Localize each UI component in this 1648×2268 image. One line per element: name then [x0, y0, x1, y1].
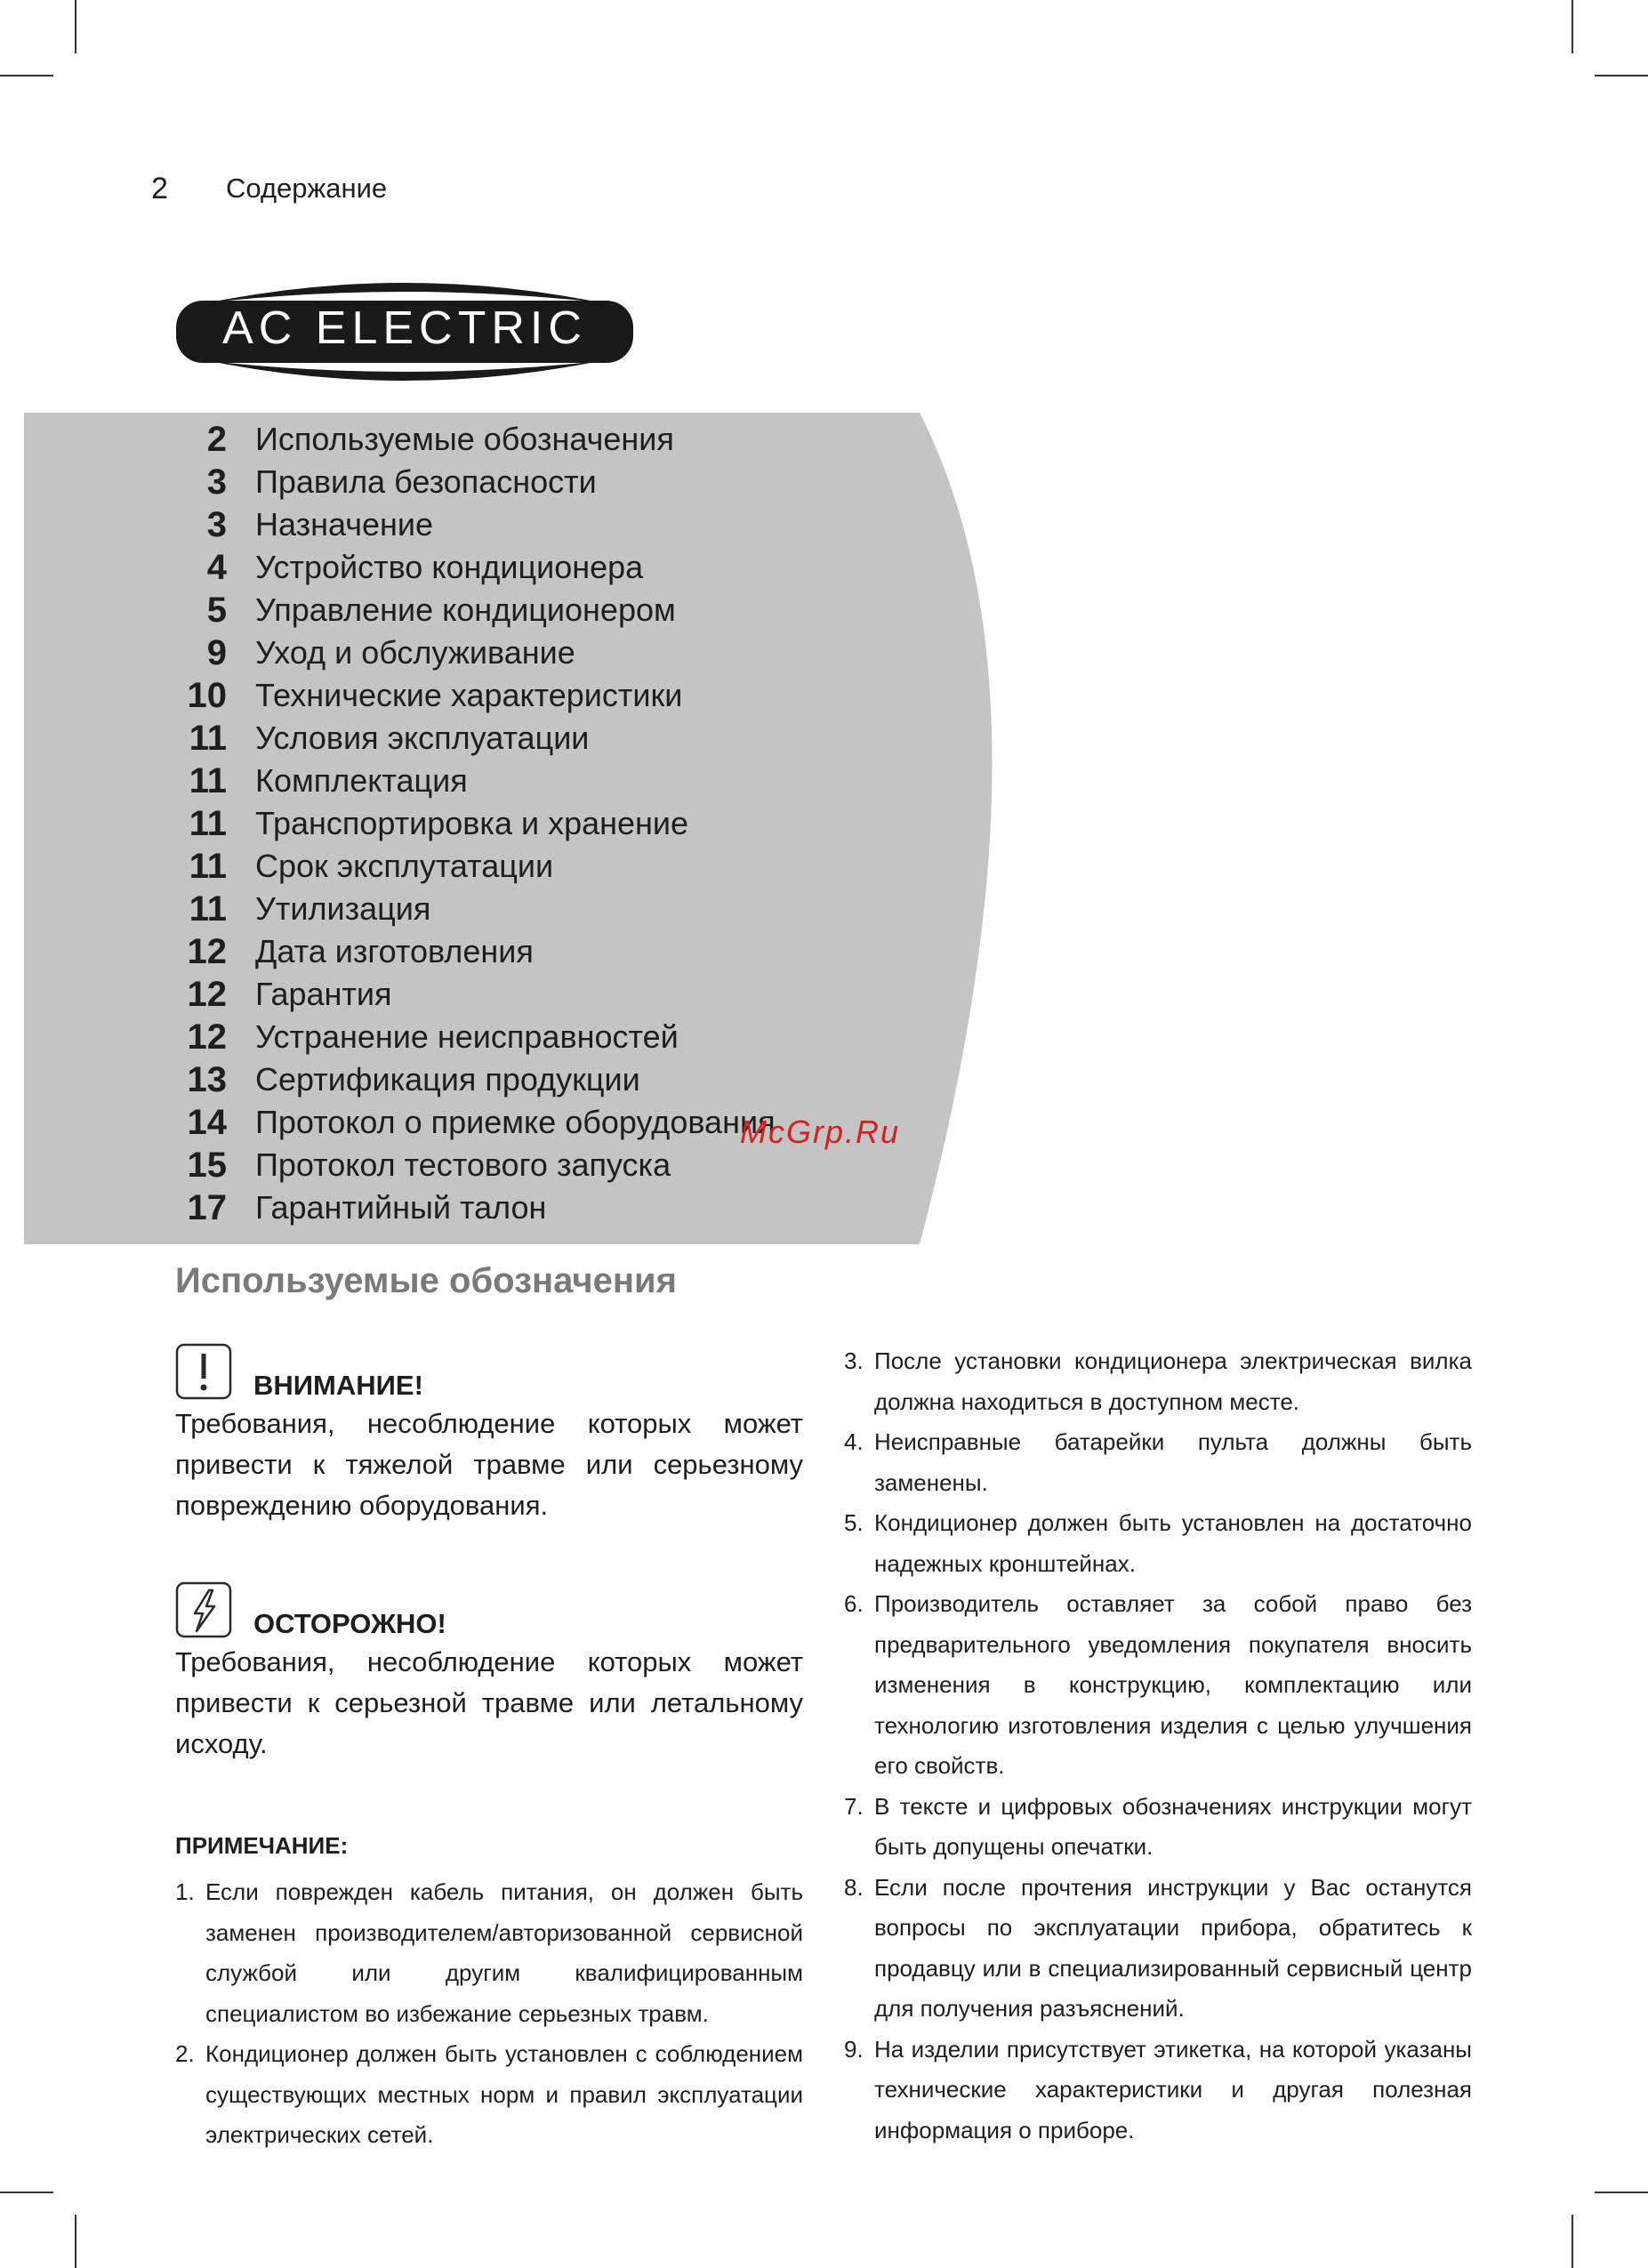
table-of-contents: [24, 418, 913, 1229]
toc-title: Гарантия: [255, 976, 392, 1012]
list-item: [844, 1341, 1472, 1422]
note-title: ПРИМЕЧАНИЕ:: [175, 1832, 349, 1859]
crop-mark: [0, 75, 53, 76]
toc-page-number: 10: [187, 675, 227, 715]
crop-mark: [1595, 2192, 1648, 2193]
page-section-title: Содержание: [226, 173, 388, 204]
list-item: [844, 1422, 1472, 1503]
list-item: [175, 2034, 803, 2156]
toc-entry[interactable]: [24, 1186, 913, 1229]
caution-text: Требования, несоблюдение которых может привести к серьезной травме или летальному исходу.: [175, 1646, 803, 1759]
list-item-number: 9.: [844, 2035, 864, 2063]
list-item-number: 2.: [175, 2040, 195, 2067]
toc-entry[interactable]: [24, 461, 913, 503]
toc-page-number: 12: [187, 974, 227, 1014]
toc-entry[interactable]: [24, 717, 913, 760]
brand-logo: [174, 269, 635, 393]
toc-title: Устранение неисправностей: [255, 1018, 679, 1055]
toc-title: Протокол тестового запуска: [255, 1146, 671, 1183]
toc-entry[interactable]: [24, 674, 913, 717]
crop-mark: [75, 2215, 76, 2268]
toc-page-number: 4: [206, 547, 227, 587]
toc-entry[interactable]: [24, 546, 913, 589]
toc-page-number: 12: [187, 1017, 227, 1057]
warning-title: ВНИМАНИЕ!: [253, 1370, 423, 1401]
caution-title: ОСТОРОЖНО!: [253, 1608, 446, 1639]
list-item-number: 7.: [844, 1792, 864, 1820]
list-item-text: В тексте и цифровых обозначениях инструкции могут быть допущены опечатки.: [874, 1792, 1472, 1860]
toc-title: Управление кондиционером: [255, 591, 676, 628]
toc-title: Сертификация продукции: [255, 1061, 640, 1098]
toc-title: Назначение: [255, 506, 434, 543]
toc-entry[interactable]: [24, 973, 913, 1016]
toc-entry[interactable]: [24, 418, 913, 461]
right-column: [844, 1341, 1472, 2151]
list-item-text: Если поврежден кабель питания, он должен быть заменен производителем/авторизованной сервисной службой или другим квалифицированным специалистом во избежание серьезных травм.: [205, 1878, 803, 2027]
toc-title: Технические характеристики: [255, 677, 683, 713]
list-item-number: 3.: [844, 1347, 864, 1374]
crop-mark: [1595, 75, 1648, 76]
toc-page-number: 13: [187, 1059, 227, 1099]
page-number: 2: [151, 171, 168, 205]
crop-mark: [1572, 2215, 1573, 2268]
toc-entry[interactable]: [24, 1016, 913, 1058]
list-item-number: 4.: [844, 1428, 864, 1455]
toc-entry[interactable]: [24, 589, 913, 631]
toc-title: Уход и обслуживание: [255, 634, 575, 671]
caution-header: [175, 1580, 803, 1638]
toc-page-number: 17: [187, 1187, 227, 1227]
toc-entry[interactable]: [24, 1058, 913, 1101]
page-header: [151, 171, 387, 206]
toc-entry[interactable]: [24, 802, 913, 845]
toc-title: Утилизация: [255, 890, 431, 927]
crop-mark: [75, 0, 76, 53]
toc-title: Правила безопасности: [255, 463, 597, 500]
toc-page-number: 11: [189, 760, 227, 800]
toc-page-number: 11: [189, 718, 227, 758]
toc-page-number: 12: [187, 931, 227, 971]
left-column: [175, 1341, 803, 2156]
section-heading: Используемые обозначения: [175, 1261, 677, 1300]
list-item-text: На изделии присутствует этикетка, на которой указаны технические характеристики и другая полезная информация о приборе.: [874, 2035, 1472, 2143]
toc-page-number: 11: [189, 803, 227, 843]
watermark: McGrp.Ru: [740, 1114, 901, 1150]
list-item-number: 6.: [844, 1590, 864, 1617]
list-item-number: 5.: [844, 1509, 864, 1536]
toc-title: Устройство кондиционера: [255, 549, 644, 585]
toc-page-number: 5: [206, 590, 227, 630]
toc-page-number: 11: [189, 889, 227, 929]
toc-page-number: 15: [187, 1145, 227, 1185]
warning-header: [175, 1341, 803, 1400]
list-item-text: Кондиционер должен быть установлен на достаточно надежных кронштейнах.: [874, 1509, 1472, 1577]
list-item: [844, 2030, 1472, 2151]
list-item-text: После установки кондиционера электрическая вилка должна находиться в доступном месте.: [874, 1347, 1472, 1415]
toc-page-number: 2: [206, 419, 227, 459]
list-item-number: 8.: [844, 1873, 864, 1901]
toc-page-number: 3: [206, 504, 227, 544]
list-item: [844, 1787, 1472, 1868]
list-item: [844, 1503, 1472, 1584]
list-item-text: Неисправные батарейки пульта должны быть заменены.: [874, 1428, 1472, 1496]
toc-title: Используемые обозначения: [255, 421, 674, 457]
list-item-text: Если после прочтения инструкции у Вас останутся вопросы по эксплуатации прибора, обратитесь к продавцу или в специализированный сервисный центр для получения разъяснений.: [874, 1873, 1472, 2022]
list-item-number: 1.: [175, 1878, 195, 1905]
toc-entry[interactable]: [24, 888, 913, 930]
crop-mark: [0, 2192, 53, 2193]
lightning-icon: [175, 1581, 232, 1638]
toc-title: Условия эксплуатации: [255, 720, 590, 756]
toc-title: Транспортировка и хранение: [255, 805, 689, 841]
toc-title: Срок эксплутатации: [255, 848, 554, 884]
toc-page-number: 3: [206, 462, 227, 502]
notes-list: [175, 1872, 803, 2156]
toc-page-number: 11: [189, 846, 227, 886]
toc-entry[interactable]: [24, 631, 913, 674]
warning-text: Требования, несоблюдение которых может привести к тяжелой травме или серьезному повреждению оборудования.: [175, 1408, 803, 1521]
toc-entry[interactable]: [24, 503, 913, 546]
toc-page-number: 14: [187, 1102, 227, 1142]
list-item: [844, 1868, 1472, 2030]
toc-entry[interactable]: [24, 760, 913, 802]
list-item-text: Кондиционер должен быть установлен с соблюдением существующих местных норм и правил эксплуатации электрических сетей.: [205, 2040, 803, 2148]
notes-list: [844, 1341, 1472, 2151]
toc-page-number: 9: [206, 632, 227, 672]
toc-entry[interactable]: [24, 845, 913, 888]
exclamation-icon: [175, 1343, 232, 1400]
toc-entry[interactable]: [24, 930, 913, 973]
crop-mark: [1572, 0, 1573, 53]
list-item-text: Производитель оставляет за собой право без предварительного уведомления покупателя вносить изменения в конструкцию, комплектацию или технологию изготовления изделия с целью улучшения его свойств.: [874, 1590, 1472, 1779]
toc-title: Комплектация: [255, 762, 468, 799]
list-item: [844, 1584, 1472, 1787]
toc-title: Гарантийный талон: [255, 1189, 547, 1226]
list-item: [175, 1872, 803, 2034]
logo-text: AC ELECTRIC: [222, 302, 587, 354]
toc-title: Дата изготовления: [255, 933, 534, 969]
toc-title: Протокол о приемке оборудования: [255, 1104, 776, 1140]
